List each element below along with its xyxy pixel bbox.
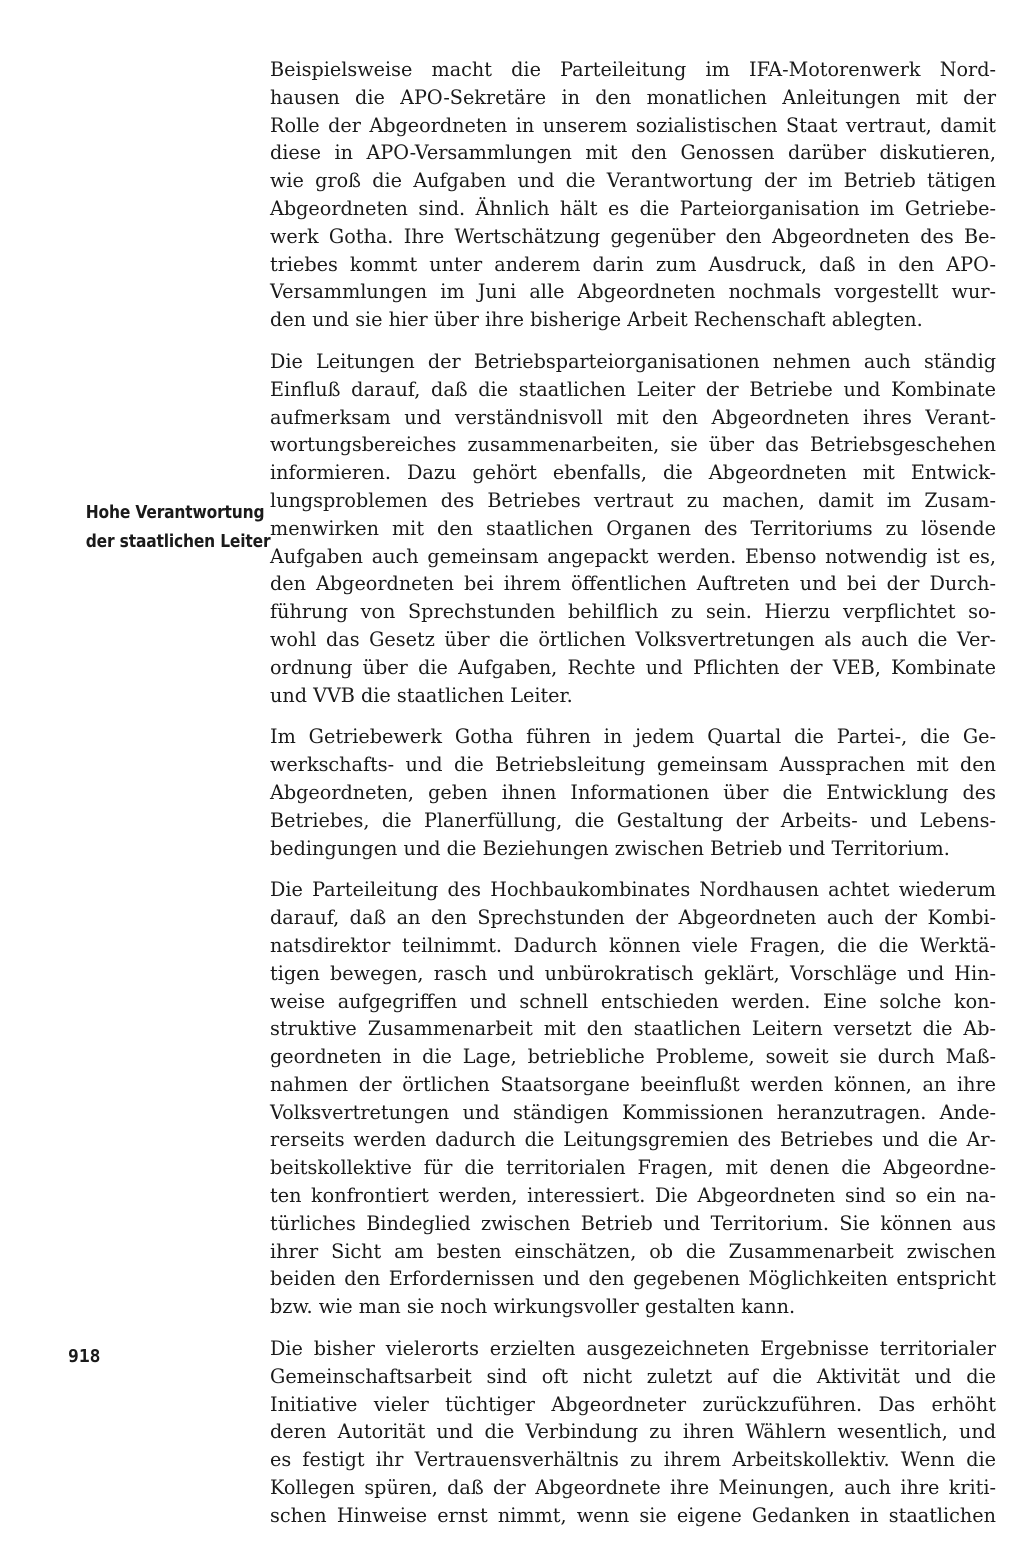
text-line: geordneten in die Lage, betriebliche Probleme, soweit sie durch Maß- bbox=[270, 1045, 996, 1069]
text-line: lungsproblemen des Betriebes vertraut zu machen, damit im Zusam- bbox=[270, 488, 996, 512]
text-line: Die Parteileitung des Hochbaukombinates Nordhausen achtet wiederum bbox=[270, 878, 996, 902]
text-line: beitskollektive für die territorialen Fragen, mit denen die Abgeordne- bbox=[270, 1156, 996, 1180]
page-number: 918 bbox=[68, 1346, 101, 1367]
text-line: Initiative vieler tüchtiger Abgeordneter zurückzuführen. Das erhöht bbox=[270, 1392, 996, 1416]
text-line: ten konfrontiert werden, interessiert. Die Abgeordneten sind so ein na- bbox=[270, 1184, 996, 1208]
text-line: wie groß die Aufgaben und die Verantwortung der im Betrieb tätigen bbox=[270, 169, 996, 193]
margin-heading-line: der staatlichen Leiter bbox=[85, 531, 271, 552]
text-line: Betriebes, die Planerfüllung, die Gestaltung der Arbeits- und Lebens- bbox=[270, 808, 996, 832]
margin-heading bbox=[85, 498, 271, 556]
text-line: hausen die APO-Sekretäre in den monatlichen Anleitungen mit der bbox=[270, 85, 996, 109]
text-line: rerseits werden dadurch die Leitungsgremien des Betriebes und die Ar- bbox=[270, 1128, 996, 1152]
text-line: werkschafts- und die Betriebsleitung gemeinsam Aussprachen mit den bbox=[270, 753, 996, 777]
text-line: ihrer Sicht am besten einschätzen, ob die Zusammenarbeit zwischen bbox=[270, 1239, 996, 1263]
text-line: nahmen der örtlichen Staatsorgane beeinflußt werden können, an ihre bbox=[270, 1072, 996, 1096]
text-line: Beispielsweise macht die Parteileitung im IFA-Motorenwerk Nord- bbox=[270, 58, 996, 81]
text-line: Die Leitungen der Betriebsparteiorganisationen nehmen auch ständig bbox=[270, 349, 996, 373]
text-line: aufmerksam und verständnisvoll mit den Abgeordneten ihres Verant- bbox=[270, 405, 996, 429]
text-line: deren Autorität und die Verbindung zu ihren Wählern wesentlich, und bbox=[270, 1420, 996, 1444]
text-line: Abgeordneten sind. Ähnlich hält es die Parteiorganisation im Getriebe- bbox=[270, 196, 996, 220]
text-line: darauf, daß an den Sprechstunden der Abgeordneten auch der Kombi- bbox=[270, 906, 996, 930]
paragraph bbox=[270, 56, 996, 334]
margin-heading-line: Hohe Verantwortung bbox=[85, 502, 265, 523]
text-line: diese in APO-Versammlungen mit den Genossen darüber diskutieren, bbox=[270, 141, 996, 165]
paragraph bbox=[270, 876, 996, 1321]
text-line: triebes kommt unter anderem darin zum Ausdruck, daß in den APO- bbox=[270, 252, 996, 276]
text-line: beiden den Erfordernissen und den gegebenen Möglichkeiten entspricht bbox=[270, 1267, 996, 1291]
text-line: Einfluß darauf, daß die staatlichen Leiter der Betriebe und Kombinate bbox=[270, 377, 996, 401]
text-line: weise aufgegriffen und schnell entschieden werden. Eine solche kon- bbox=[270, 989, 996, 1013]
text-line: Die bisher vielerorts erzielten ausgezeichneten Ergebnisse territorialer bbox=[270, 1337, 996, 1361]
text-line: es festigt ihr Vertrauensverhältnis zu ihrem Arbeitskollektiv. Wenn die bbox=[270, 1448, 996, 1472]
text-line: schen Hinweise ernst nimmt, wenn sie eigene Gedanken in staatlichen bbox=[270, 1503, 996, 1527]
text-line: ordnung über die Aufgaben, Rechte und Pflichten der VEB, Kombinate bbox=[270, 655, 996, 679]
text-line: tigen bewegen, rasch und unbürokratisch geklärt, Vorschläge und Hin- bbox=[270, 961, 996, 985]
text-line: Aufgaben auch gemeinsam angepackt werden. Ebenso notwendig ist es, bbox=[270, 544, 996, 568]
text-line: wortungsbereiches zusammenarbeiten, sie über das Betriebsgeschehen bbox=[270, 433, 996, 457]
paragraph bbox=[270, 723, 996, 862]
text-line: Im Getriebewerk Gotha führen in jedem Quartal die Partei-, die Ge- bbox=[270, 725, 996, 749]
body-text-column bbox=[270, 56, 996, 1544]
text-line: Gemeinschaftsarbeit sind oft nicht zuletzt auf die Aktivität und die bbox=[270, 1364, 996, 1388]
text-line: türliches Bindeglied zwischen Betrieb und Territorium. Sie können aus bbox=[270, 1211, 996, 1235]
text-line: menwirken mit den staatlichen Organen des Territoriums zu lösende bbox=[270, 516, 996, 540]
text-line: Abgeordneten, geben ihnen Informationen über die Entwicklung des bbox=[270, 780, 996, 804]
text-line: struktive Zusammenarbeit mit den staatlichen Leitern versetzt die Ab- bbox=[270, 1017, 996, 1041]
text-line: Rolle der Abgeordneten in unserem sozialistischen Staat vertraut, damit bbox=[270, 113, 996, 137]
paragraph bbox=[270, 1335, 996, 1530]
paragraph bbox=[270, 348, 996, 709]
text-line: den und sie hier über ihre bisherige Arbeit Rechenschaft ablegten. bbox=[270, 308, 923, 332]
text-line: Volksvertretungen und ständigen Kommissionen heranzutragen. Ande- bbox=[270, 1100, 996, 1124]
text-line: Versammlungen im Juni alle Abgeordneten nochmals vorgestellt wur- bbox=[270, 280, 996, 304]
text-line: bzw. wie man sie noch wirkungsvoller gestalten kann. bbox=[270, 1295, 796, 1319]
text-line: und VVB die staatlichen Leiter. bbox=[270, 683, 573, 707]
text-line: wohl das Gesetz über die örtlichen Volksvertretungen als auch die Ver- bbox=[270, 627, 996, 651]
text-line: bedingungen und die Beziehungen zwischen Betrieb und Territorium. bbox=[270, 836, 950, 860]
text-line: Kollegen spüren, daß der Abgeordnete ihre Meinungen, auch ihre kriti- bbox=[270, 1476, 996, 1500]
text-line: werk Gotha. Ihre Wertschätzung gegenüber den Abgeordneten des Be- bbox=[270, 224, 996, 248]
text-line: natsdirektor teilnimmt. Dadurch können viele Fragen, die die Werktä- bbox=[270, 933, 996, 957]
text-line: informieren. Dazu gehört ebenfalls, die Abgeordneten mit Entwick- bbox=[270, 461, 996, 485]
text-line: führung von Sprechstunden behilflich zu sein. Hierzu verpflichtet so- bbox=[270, 600, 996, 624]
text-line: den Abgeordneten bei ihrem öffentlichen Auftreten und bei der Durch- bbox=[270, 572, 996, 596]
